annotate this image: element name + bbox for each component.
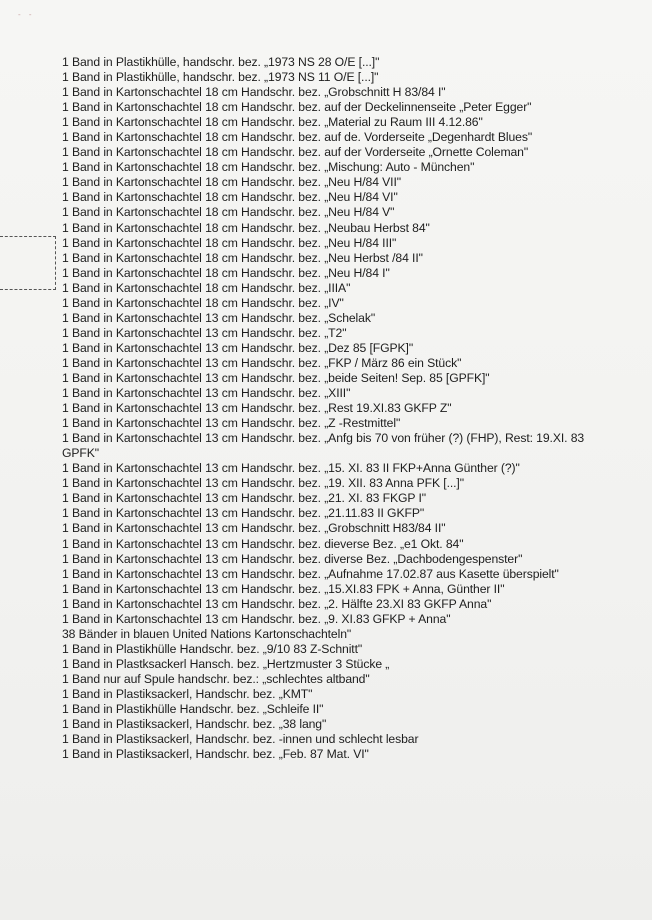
- list-item: 1 Band in Kartonschachtel 13 cm Handschr. bez. diverse Bez. „Dachbodengespenster": [62, 551, 523, 566]
- list-item: 1 Band in Kartonschachtel 13 cm Handschr. bez. „XIII": [62, 386, 351, 401]
- list-item: 1 Band in Plastiksackerl, Handschr. bez. „Feb. 87 Mat. VI": [62, 747, 369, 762]
- inventory-list: [62, 55, 622, 762]
- list-item: 1 Band in Kartonschachtel 13 cm Handschr. bez. „Aufnahme 17.02.87 aus Kasette überspielt": [62, 566, 559, 581]
- list-item: 1 Band in Plastikhülle Handschr. bez. „9/10 83 Z-Schnitt": [62, 641, 363, 656]
- list-item: 1 Band nur auf Spule handschr. bez.: „schlechtes altband": [62, 671, 370, 686]
- list-item: 1 Band in Kartonschachtel 13 cm Handschr. bez. „Dez 85 [FGPK]": [62, 340, 414, 355]
- list-item: 1 Band in Kartonschachtel 13 cm Handschr. bez. „19. XII. 83 Anna PFK [...]": [62, 476, 464, 491]
- list-item: 1 Band in Kartonschachtel 18 cm Handschr. bez. auf de. Vorderseite „Degenhardt Blues": [62, 130, 533, 145]
- list-item: 1 Band in Plastikhülle, handschr. bez. „1973 NS 28 O/E [...]": [62, 55, 380, 69]
- list-item: 1 Band in Kartonschachtel 18 cm Handschr. bez. „Neu H/84 III": [62, 235, 397, 250]
- list-item: 1 Band in Kartonschachtel 13 cm Handschr. bez. „Z -Restmittel": [62, 416, 401, 431]
- list-item: 1 Band in Kartonschachtel 13 cm Handschr. bez. „Anfg bis 70 von früher (?) (FHP), Rest: 19.XI. 83 GPFK": [62, 431, 585, 461]
- list-item: 1 Band in Kartonschachtel 13 cm Handschr. bez. „15. XI. 83 II FKP+Anna Günther (?)": [62, 461, 520, 476]
- list-item: 1 Band in Kartonschachtel 13 cm Handschr. bez. „9. XI.83 GFKP + Anna": [62, 611, 451, 626]
- list-item: 1 Band in Kartonschachtel 18 cm Handschr. bez. „Neu H/84 V": [62, 205, 395, 220]
- dashed-bracket-mark: [0, 236, 56, 290]
- list-item: 1 Band in Plastikhülle Handschr. bez. „Schleife II": [62, 702, 324, 717]
- list-item: 1 Band in Plastikhülle, handschr. bez. „1973 NS 11 O/E [...]": [62, 70, 379, 85]
- list-item: 1 Band in Kartonschachtel 13 cm Handschr. bez. „T2": [62, 325, 347, 340]
- list-item: 1 Band in Kartonschachtel 18 cm Handschr. bez. „Neu Herbst /84 II": [62, 250, 423, 265]
- list-item: 38 Bänder in blauen United Nations Kartonschachteln": [62, 626, 352, 641]
- list-item: 1 Band in Plastiksackerl, Handschr. bez. -innen und schlecht lesbar: [62, 732, 419, 747]
- corner-scan-mark: - -: [18, 10, 35, 19]
- list-item: 1 Band in Kartonschachtel 18 cm Handschr. bez. „IIIA": [62, 280, 351, 295]
- list-item: 1 Band in Kartonschachtel 18 cm Handschr. bez. „Neu H/84 VI": [62, 190, 398, 205]
- list-item: 1 Band in Kartonschachtel 18 cm Handschr. bez. „Neubau Herbst 84": [62, 220, 430, 235]
- list-item: 1 Band in Plastiksackerl, Handschr. bez. „38 lang": [62, 717, 327, 732]
- list-item: 1 Band in Kartonschachtel 18 cm Handschr. bez. auf der Vorderseite „Ornette Coleman": [62, 145, 529, 160]
- list-item: 1 Band in Kartonschachtel 13 cm Handschr. bez. „Schelak": [62, 310, 376, 325]
- list-item: 1 Band in Kartonschachtel 13 cm Handschr. bez. „2. Hälfte 23.XI 83 GKFP Anna": [62, 596, 492, 611]
- list-item: 1 Band in Kartonschachtel 18 cm Handschr. bez. auf der Deckelinnenseite „Peter Egger": [62, 100, 532, 115]
- list-item: 1 Band in Kartonschachtel 18 cm Handschr. bez. „Grobschnitt H 83/84 I": [62, 85, 446, 100]
- list-item: 1 Band in Kartonschachtel 13 cm Handschr. bez. „15.XI.83 FPK + Anna, Günther II": [62, 581, 505, 596]
- list-item: 1 Band in Kartonschachtel 13 cm Handschr. bez. „beide Seiten! Sep. 85 [GPFK]": [62, 370, 490, 385]
- list-item: 1 Band in Kartonschachtel 13 cm Handschr. bez. „Rest 19.XI.83 GKFP Z": [62, 401, 452, 416]
- list-item: 1 Band in Kartonschachtel 13 cm Handschr. bez. „21.11.83 II GKFP": [62, 506, 425, 521]
- list-item: 1 Band in Plastiksackerl, Handschr. bez. „KMT": [62, 686, 313, 701]
- list-item: 1 Band in Kartonschachtel 18 cm Handschr. bez. „Material zu Raum III 4.12.86": [62, 115, 483, 130]
- list-item: 1 Band in Kartonschachtel 13 cm Handschr. bez. dieverse Bez. „e1 Okt. 84": [62, 536, 464, 551]
- list-item: 1 Band in Kartonschachtel 13 cm Handschr. bez. „Grobschnitt H83/84 II": [62, 521, 446, 536]
- list-item: 1 Band in Kartonschachtel 18 cm Handschr. bez. „Neu H/84 VII": [62, 175, 401, 190]
- list-item: 1 Band in Kartonschachtel 18 cm Handschr. bez. „IV": [62, 295, 344, 310]
- list-item: 1 Band in Plastksackerl Hansch. bez. „Hertzmuster 3 Stücke „: [62, 656, 390, 671]
- list-item: 1 Band in Kartonschachtel 18 cm Handschr. bez. „Neu H/84 I": [62, 265, 390, 280]
- list-item: 1 Band in Kartonschachtel 13 cm Handschr. bez. „FKP / März 86 ein Stück": [62, 355, 462, 370]
- list-item: 1 Band in Kartonschachtel 13 cm Handschr. bez. „21. XI. 83 FKGP I": [62, 491, 426, 506]
- list-item: 1 Band in Kartonschachtel 18 cm Handschr. bez. „Mischung: Auto - München": [62, 160, 475, 175]
